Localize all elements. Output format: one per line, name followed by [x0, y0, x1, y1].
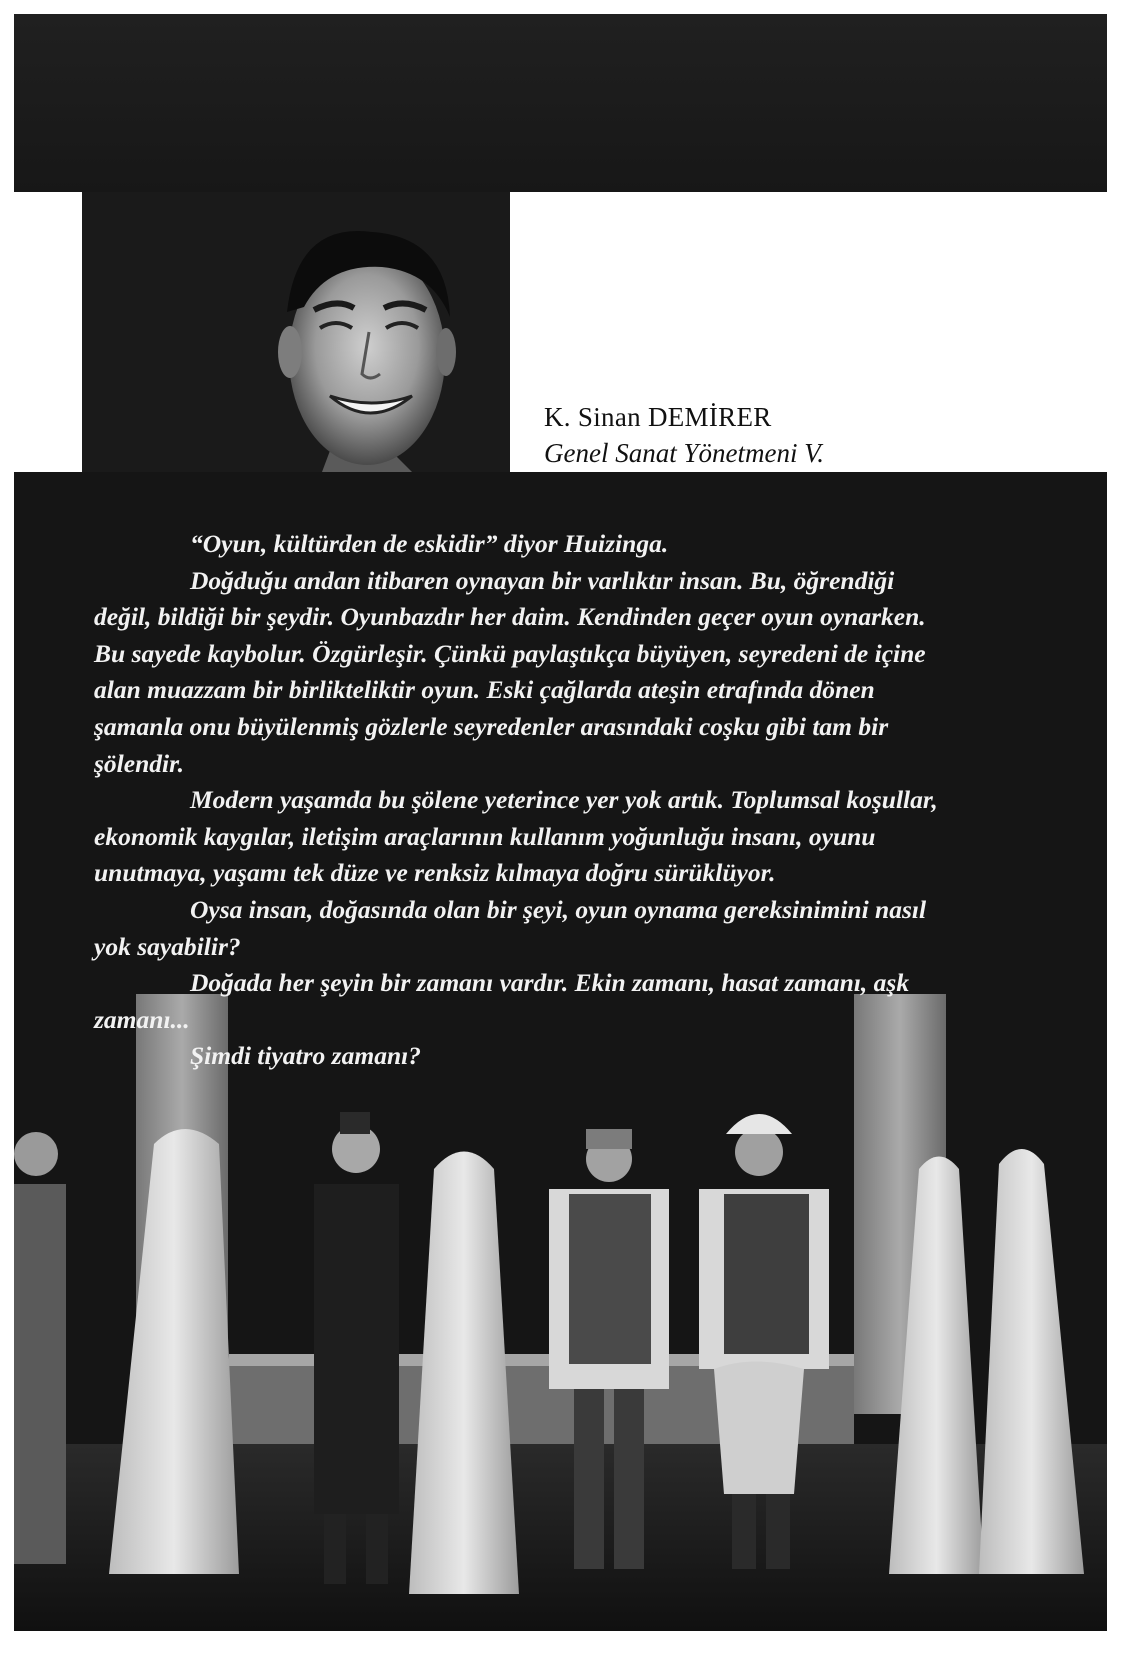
person-title: Genel Sanat Yönetmeni V.	[544, 438, 824, 468]
person-name: K. Sinan DEMİRER	[544, 402, 772, 432]
portrait-photo	[82, 192, 510, 472]
paragraph: Doğduğu andan itibaren oynayan bir varlıktır insan. Bu, öğrendiği değil, bildiği bir şeydir. Oyunbazdır her daim. Kendinden geçer oyun oynarken. Bu sayede kaybolur. Özgürleşir. Çünkü paylaştıkça büyüyen, seyredeni de içine alan muazzam bir birlikteliktir oyun. Eski çağlarda ateşin etrafında dönen şamanla onu büyülenmiş gözlerle seyredenler arasındaki coşku gibi tam bir şölendir.	[94, 565, 926, 778]
portrait-caption	[544, 399, 1044, 471]
foreword-text	[94, 526, 954, 1075]
paragraph: Şimdi tiyatro zamanı?	[190, 1041, 421, 1071]
paragraph: Modern yaşamda bu şölene yeterince yer yok artık. Toplumsal koşullar, ekonomik kaygılar, iletişim araçlarının kullanım yoğunluğu insanı, oyunu unutmaya, yaşamı tek düze ve renksiz kılmaya doğru sürüklüyor.	[94, 785, 938, 888]
paragraph: Doğada her şeyin bir zamanı vardır. Ekin zamanı, hasat zamanı, aşk zamanı...	[94, 968, 910, 1034]
stage-illustration	[14, 994, 1107, 1631]
paragraph: Oysa insan, doğasında olan bir şeyi, oyun oynama gereksinimini nasıl yok sayabilir?	[94, 894, 927, 961]
stage-photo	[14, 994, 1107, 1631]
program-page	[14, 14, 1107, 1631]
header-band	[14, 14, 1107, 192]
portrait-illustration	[82, 192, 510, 472]
paragraph: “Oyun, kültürden de eskidir” diyor Huizinga.	[190, 529, 669, 558]
actor-left-edge	[14, 1132, 66, 1564]
